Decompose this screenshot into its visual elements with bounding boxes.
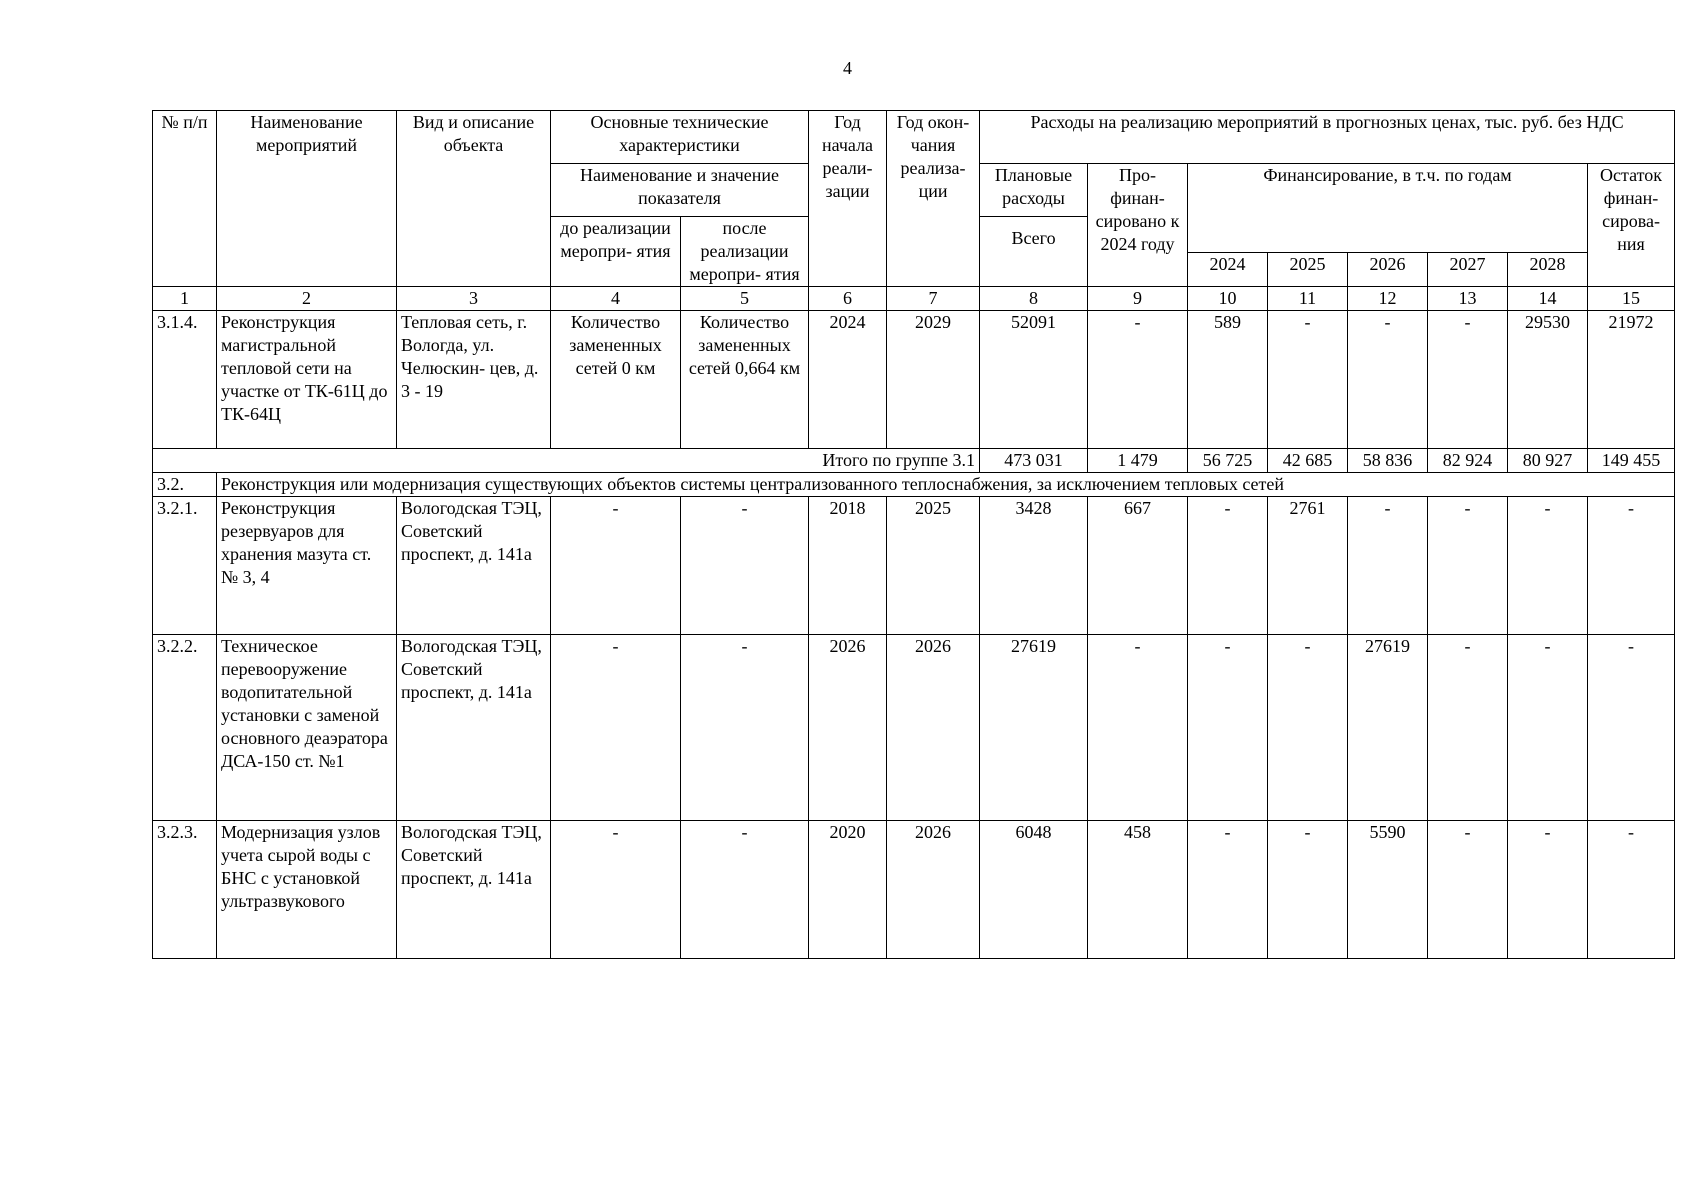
total-2027: 82 924	[1428, 449, 1508, 473]
row-object: Вологодская ТЭЦ, Советский проспект, д. 141а	[397, 497, 551, 635]
row-before: -	[551, 635, 681, 821]
row-planned: 3428	[980, 497, 1088, 635]
row-2027: -	[1428, 311, 1508, 449]
row-planned: 27619	[980, 635, 1088, 821]
row-year-end: 2026	[887, 635, 980, 821]
header-num: № п/п	[153, 111, 217, 287]
row-object: Вологодская ТЭЦ, Советский проспект, д. 141а	[397, 635, 551, 821]
header-total: Всего	[980, 217, 1088, 287]
row-remainder: -	[1588, 497, 1675, 635]
row-remainder: -	[1588, 635, 1675, 821]
header-planned: Плановые расходы	[980, 164, 1088, 217]
row-prefinanced: -	[1088, 635, 1188, 821]
table-row	[153, 497, 1675, 635]
header-costs: Расходы на реализацию мероприятий в прогнозных ценах, тыс. руб. без НДС	[980, 111, 1675, 164]
row-object: Тепловая сеть, г. Вологда, ул. Челюскин- цев, д. 3 - 19	[397, 311, 551, 449]
row-name: Модернизация узлов учета сырой воды с БНС с установкой ультразвукового	[217, 821, 397, 959]
section-number: 3.2.	[153, 473, 217, 497]
row-year-end: 2025	[887, 497, 980, 635]
header-year-2026: 2026	[1348, 253, 1428, 287]
header-name: Наименование мероприятий	[217, 111, 397, 287]
row-2026: 27619	[1348, 635, 1428, 821]
section-title: Реконструкция или модернизация существующих объектов системы централизованного теплоснабжения, за исключением тепловых сетей	[217, 473, 1675, 497]
row-2028: -	[1508, 821, 1588, 959]
column-number: 15	[1588, 287, 1675, 311]
column-numbers-row	[153, 287, 1675, 311]
header-tech: Основные технические характеристики	[551, 111, 809, 164]
column-number: 11	[1268, 287, 1348, 311]
row-2026: -	[1348, 311, 1428, 449]
page-number: 4	[843, 58, 852, 78]
header-year-start: Год начала реали- зации	[809, 111, 887, 287]
total-planned: 473 031	[980, 449, 1088, 473]
column-number: 5	[681, 287, 809, 311]
row-after: -	[681, 497, 809, 635]
header-year-2025: 2025	[1268, 253, 1348, 287]
header-year-2028: 2028	[1508, 253, 1588, 287]
total-2024: 56 725	[1188, 449, 1268, 473]
table-row	[153, 635, 1675, 821]
row-planned: 6048	[980, 821, 1088, 959]
total-2025: 42 685	[1268, 449, 1348, 473]
row-2028: -	[1508, 497, 1588, 635]
total-remainder: 149 455	[1588, 449, 1675, 473]
row-after: -	[681, 635, 809, 821]
column-number: 4	[551, 287, 681, 311]
section-row	[153, 473, 1675, 497]
row-2027: -	[1428, 497, 1508, 635]
column-number: 3	[397, 287, 551, 311]
row-number: 3.2.2.	[153, 635, 217, 821]
column-number: 1	[153, 287, 217, 311]
row-2028: 29530	[1508, 311, 1588, 449]
row-year-start: 2018	[809, 497, 887, 635]
row-before: Количество замененных сетей 0 км	[551, 311, 681, 449]
row-number: 3.2.3.	[153, 821, 217, 959]
row-2024: -	[1188, 635, 1268, 821]
row-year-start: 2024	[809, 311, 887, 449]
row-prefinanced: -	[1088, 311, 1188, 449]
column-number: 2	[217, 287, 397, 311]
table-row	[153, 821, 1675, 959]
total-prefinanced: 1 479	[1088, 449, 1188, 473]
row-year-end: 2026	[887, 821, 980, 959]
header-object: Вид и описание объекта	[397, 111, 551, 287]
row-after: Количество замененных сетей 0,664 км	[681, 311, 809, 449]
row-year-end: 2029	[887, 311, 980, 449]
column-number: 12	[1348, 287, 1428, 311]
header-indicator: Наименование и значение показателя	[551, 164, 809, 217]
row-year-start: 2026	[809, 635, 887, 821]
investment-program-table	[152, 110, 1675, 959]
row-remainder: -	[1588, 821, 1675, 959]
header-year-2027: 2027	[1428, 253, 1508, 287]
column-number: 6	[809, 287, 887, 311]
header-before: до реализации меропри- ятия	[551, 217, 681, 287]
row-2025: -	[1268, 311, 1348, 449]
row-after: -	[681, 821, 809, 959]
column-number: 14	[1508, 287, 1588, 311]
header-financing: Финансирование, в т.ч. по годам	[1188, 164, 1588, 253]
header-row-1	[153, 111, 1675, 164]
row-2024: 589	[1188, 311, 1268, 449]
row-name: Реконструкция резервуаров для хранения мазута ст. № 3, 4	[217, 497, 397, 635]
row-year-start: 2020	[809, 821, 887, 959]
row-2028: -	[1508, 635, 1588, 821]
column-number: 8	[980, 287, 1088, 311]
row-2024: -	[1188, 497, 1268, 635]
row-2025: 2761	[1268, 497, 1348, 635]
row-prefinanced: 667	[1088, 497, 1188, 635]
column-number: 9	[1088, 287, 1188, 311]
row-2027: -	[1428, 821, 1508, 959]
row-2026: -	[1348, 497, 1428, 635]
header-after: после реализации меропри- ятия	[681, 217, 809, 287]
total-2026: 58 836	[1348, 449, 1428, 473]
row-number: 3.2.1.	[153, 497, 217, 635]
column-number: 13	[1428, 287, 1508, 311]
row-2027: -	[1428, 635, 1508, 821]
row-name: Техническое перевооружение водопитательной установки с заменой основного деаэратора ДСА-150 ст. №1	[217, 635, 397, 821]
table-row	[153, 311, 1675, 449]
row-number: 3.1.4.	[153, 311, 217, 449]
row-prefinanced: 458	[1088, 821, 1188, 959]
header-remainder: Остаток финан- сирова- ния	[1588, 164, 1675, 287]
column-number: 10	[1188, 287, 1268, 311]
total-2028: 80 927	[1508, 449, 1588, 473]
header-year-2024: 2024	[1188, 253, 1268, 287]
row-2024: -	[1188, 821, 1268, 959]
row-planned: 52091	[980, 311, 1088, 449]
column-number: 7	[887, 287, 980, 311]
row-name: Реконструкция магистральной тепловой сети на участке от ТК-61Ц до ТК-64Ц	[217, 311, 397, 449]
row-2025: -	[1268, 635, 1348, 821]
row-before: -	[551, 497, 681, 635]
row-before: -	[551, 821, 681, 959]
row-remainder: 21972	[1588, 311, 1675, 449]
header-prefinanced: Про- финан- сировано к 2024 году	[1088, 164, 1188, 287]
header-year-end: Год окон- чания реализа- ции	[887, 111, 980, 287]
group-total-row	[153, 449, 1675, 473]
row-object: Вологодская ТЭЦ, Советский проспект, д. 141а	[397, 821, 551, 959]
row-2026: 5590	[1348, 821, 1428, 959]
row-2025: -	[1268, 821, 1348, 959]
group-total-label: Итого по группе 3.1	[153, 449, 980, 473]
